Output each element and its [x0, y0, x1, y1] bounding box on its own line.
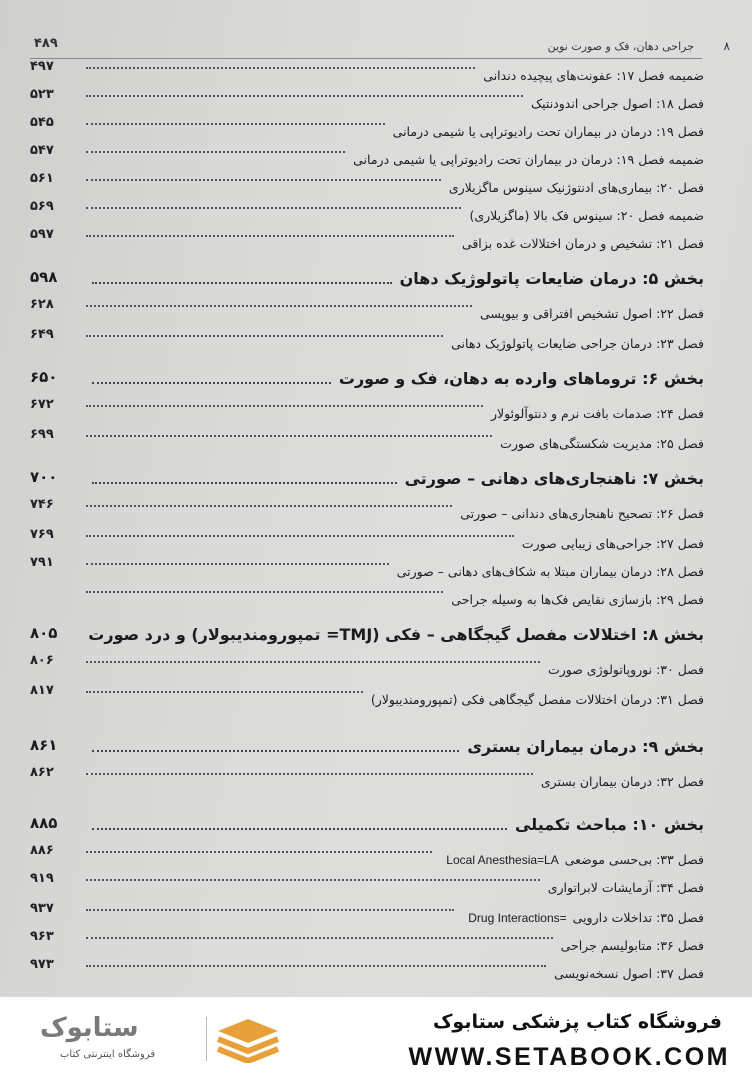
page-number: ۸۰۶ — [30, 653, 54, 668]
toc-part-heading — [30, 362, 704, 392]
leader-dots — [86, 909, 454, 911]
leader-dots — [92, 382, 331, 384]
leader-dots — [86, 591, 443, 593]
page-number: ۶۲۸ — [30, 297, 54, 312]
brand-tagline: فروشگاه اینترنتی کتاب — [60, 1049, 156, 1060]
toc-chapter-entry — [30, 653, 704, 680]
leader-dots — [92, 828, 507, 830]
toc-chapter-entry — [30, 199, 704, 226]
toc-part-heading — [30, 462, 704, 492]
page-number: ۵۴۷ — [30, 143, 54, 158]
leader-dots — [86, 95, 523, 97]
chapter-title: فصل ۲۴: صدمات بافت نرم و دنتوآلوئولار — [490, 406, 704, 421]
page-number: ۹۱۹ — [30, 871, 54, 886]
toc-chapter-entry — [30, 929, 704, 956]
page-number: ۵۲۳ — [30, 87, 54, 102]
page-number: ۸۱۷ — [30, 683, 54, 698]
page-number: ۹۶۳ — [30, 929, 54, 944]
chapter-title: فصل ۲۷: جراحی‌های زیبایی صورت — [521, 536, 704, 551]
chapter-title: فصل ۲۸: درمان بیماران مبتلا به شکاف‌های دهانی – صورتی — [396, 564, 704, 579]
leader-dots — [86, 67, 475, 69]
page-number: ۶۴۹ — [30, 327, 54, 342]
chapter-title: فصل ۳۷: اصول نسخه‌نویسی — [554, 966, 704, 981]
leader-dots — [86, 937, 553, 939]
chapter-title: ضمیمه فصل ۱۹: درمان در بیماران تحت رادیوتراپی یا شیمی درمانی — [353, 152, 704, 167]
leader-dots — [86, 851, 432, 853]
page-number: ۶۹۹ — [30, 427, 54, 442]
toc-chapter-entry — [30, 143, 704, 170]
toc-chapter-entry — [30, 59, 704, 86]
shop-name: فروشگاه کتاب پزشکی ستابوک — [432, 1011, 722, 1033]
toc-chapter-entry — [30, 327, 704, 354]
leader-dots — [86, 123, 385, 125]
brand-logo-word: ستابوک — [40, 1013, 139, 1043]
leader-dots — [86, 305, 472, 307]
page-number: ۷۹۱ — [30, 555, 54, 570]
page-number: ۸۰۵ — [30, 624, 58, 642]
page-number: ۶۷۲ — [30, 397, 54, 412]
continued-page-number: ۴۸۹ — [34, 36, 58, 51]
page-number: ۸ — [723, 39, 730, 53]
toc-chapter-entry — [30, 297, 704, 324]
chapter-title: فصل ۳۱: درمان اختلالات مفصل گیجگاهی فکی (تمپورومندیبولار) — [370, 692, 704, 707]
part-title: بخش ۵: درمان ضایعات پاتولوژیک دهان — [399, 269, 704, 288]
leader-dots — [92, 750, 459, 752]
leader-dots — [86, 207, 461, 209]
chapter-title: ضمیمه فصل ۲۰: سینوس فک بالا (ماگزیلاری) — [469, 208, 704, 223]
toc-chapter-entry — [30, 227, 704, 254]
leader-dots — [86, 773, 533, 775]
leader-dots — [86, 691, 363, 693]
page-number: ۴۹۷ — [30, 59, 54, 74]
book-stack-logo-icon — [216, 1017, 280, 1063]
toc-chapter-entry — [30, 901, 704, 928]
part-title: بخش ۹: درمان بیماران بستری — [467, 737, 704, 756]
chapter-title: فصل ۳۲: درمان بیماران بستری — [540, 774, 704, 789]
chapter-title: فصل ۳۶: متابولیسم جراحی — [560, 938, 704, 953]
chapter-title: فصل ۱۸: اصول جراحی اندودنتیک — [530, 96, 704, 111]
latin-term: Local Anesthesia=LA — [446, 853, 559, 867]
leader-dots — [86, 505, 452, 507]
toc-chapter-entry — [30, 843, 704, 870]
toc-chapter-entry — [30, 765, 704, 792]
toc-chapter-entry — [30, 397, 704, 424]
watermark-footer — [0, 997, 752, 1080]
chapter-title: فصل ۲۹: بازسازی نقایص فک‌ها به وسیله جراحی — [451, 592, 704, 607]
leader-dots — [86, 151, 345, 153]
running-title: جراحی دهان، فک و صورت نوین — [547, 40, 694, 53]
header-rule — [30, 58, 702, 59]
leader-dots — [92, 482, 397, 484]
page-number: ۸۶۱ — [30, 736, 58, 754]
toc-chapter-entry — [30, 497, 704, 524]
toc-part-heading — [30, 618, 704, 648]
chapter-title: ضمیمه فصل ۱۷: عفونت‌های پیچیده دندانی — [483, 68, 704, 83]
leader-dots — [86, 965, 546, 967]
toc-chapter-entry — [30, 87, 704, 114]
leader-dots — [92, 282, 392, 284]
page-number: ۵۶۱ — [30, 171, 54, 186]
page-number: ۵۹۷ — [30, 227, 54, 242]
toc-chapter-entry — [30, 871, 704, 898]
toc-chapter-entry — [30, 527, 704, 554]
website-url: WWW.SETABOOK.COM — [408, 1043, 730, 1071]
page-number: ۷۴۶ — [30, 497, 54, 512]
logo-divider — [206, 1017, 207, 1061]
toc-part-heading — [30, 808, 704, 838]
chapter-title: فصل ۳۳: بی‌حسی موضعیLocal Anesthesia=LA — [446, 852, 704, 867]
leader-dots — [86, 405, 483, 407]
leader-dots — [86, 335, 443, 337]
page-number: ۵۹۸ — [30, 268, 58, 286]
chapter-title: فصل ۲۶: تصحیح ناهنجاری‌های دندانی – صورتی — [460, 506, 704, 521]
chapter-title: فصل ۳۴: آزمایشات لابراتواری — [547, 880, 704, 895]
leader-dots — [86, 435, 492, 437]
toc-chapter-entry — [30, 115, 704, 142]
leader-dots — [86, 235, 454, 237]
leader-dots — [86, 661, 540, 663]
page-number: ۸۸۵ — [30, 814, 58, 832]
page-number: ۹۷۳ — [30, 957, 54, 972]
page-number: ۹۳۷ — [30, 901, 54, 916]
leader-dots — [86, 879, 540, 881]
page-number: ۷۰۰ — [30, 468, 58, 486]
chapter-title: فصل ۱۹: درمان در بیماران تحت رادیوتراپی یا شیمی درمانی — [392, 124, 704, 139]
chapter-title: فصل ۲۲: اصول تشخیص افتراقی و بیوپسی — [480, 306, 704, 321]
leader-dots — [86, 535, 514, 537]
page-number: ۸۶۲ — [30, 765, 54, 780]
part-title: بخش ۸: اختلالات مفصل گیجگاهی – فکی (TMJ= تمپورومندیبولار) و درد صورت — [88, 625, 704, 644]
page-number: ۸۸۶ — [30, 843, 54, 858]
leader-dots — [86, 179, 441, 181]
chapter-title: فصل ۳۰: نوروپاتولوژی صورت — [547, 662, 704, 677]
chapter-title: فصل ۲۰: بیماری‌های ادنتوژنیک سینوس ماگزیلاری — [448, 180, 704, 195]
chapter-title: فصل ۲۵: مدیریت شکستگی‌های صورت — [500, 436, 704, 451]
chapter-title: فصل ۳۵: تداخلات داروییDrug Interactions= — [468, 910, 704, 925]
part-title: بخش ۱۰: مباحث تکمیلی — [514, 815, 704, 834]
part-title: بخش ۷: ناهنجاری‌های دهانی – صورتی — [404, 469, 704, 488]
toc-part-heading — [30, 730, 704, 760]
toc-chapter-entry — [30, 427, 704, 454]
latin-term: Drug Interactions= — [468, 911, 567, 925]
chapter-title: فصل ۲۱: تشخیص و درمان اختلالات غده بزاقی — [461, 236, 704, 251]
leader-dots — [86, 563, 389, 565]
toc-chapter-entry — [30, 171, 704, 198]
page-number: ۶۵۰ — [30, 368, 58, 386]
part-title: بخش ۶: تروماهای وارده به دهان، فک و صورت — [338, 369, 704, 388]
toc-chapter-entry — [30, 555, 704, 582]
running-header — [0, 36, 752, 59]
page-number: ۷۶۹ — [30, 527, 54, 542]
chapter-title: فصل ۲۳: درمان جراحی ضایعات پاتولوژیک دهانی — [451, 336, 704, 351]
toc-chapter-entry — [30, 586, 704, 610]
page-number: ۵۴۵ — [30, 115, 54, 130]
toc-part-heading — [30, 262, 704, 292]
page-number: ۵۶۹ — [30, 199, 54, 214]
toc-chapter-entry — [30, 957, 704, 984]
toc-chapter-entry — [30, 683, 704, 710]
